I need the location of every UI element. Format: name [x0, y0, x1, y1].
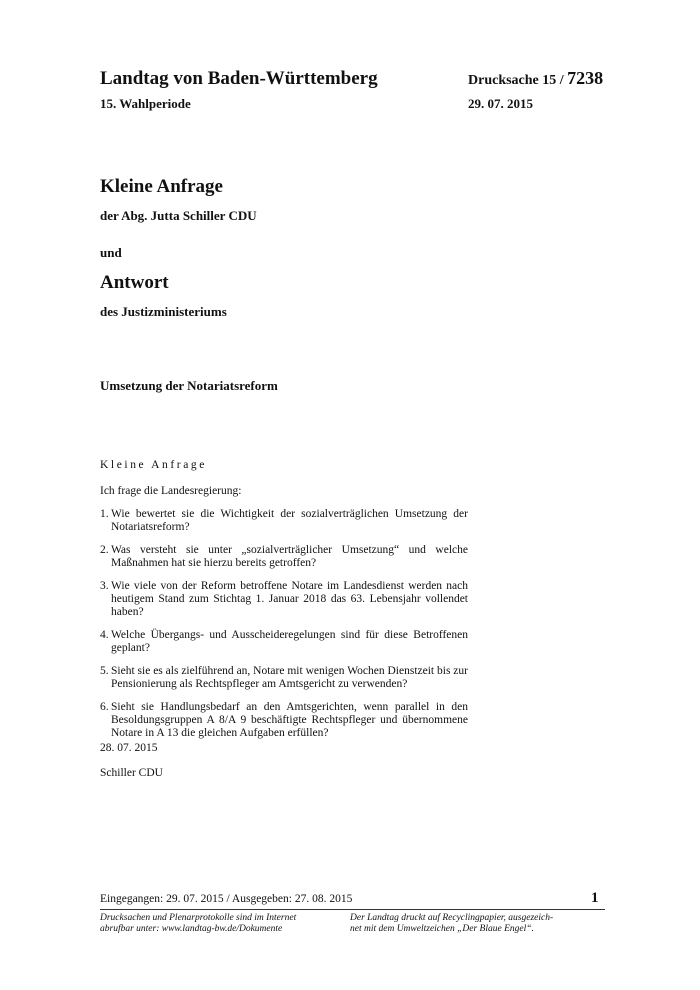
title-kleine-anfrage: Kleine Anfrage — [100, 176, 223, 197]
question-item — [100, 544, 468, 570]
drucksache-label — [468, 68, 603, 89]
footer-note-right-line-2: net mit dem Umweltzeichen „Der Blaue Engel“. — [350, 924, 534, 934]
document-date: 29. 07. 2015 — [468, 96, 533, 111]
page-number: 1 — [591, 890, 599, 906]
question-number: 1. — [100, 508, 109, 520]
parliament-name: Landtag von Baden-Württemberg — [100, 68, 378, 89]
question-number: 2. — [100, 544, 109, 556]
footer-note-right-line-1: Der Landtag druckt auf Recyclingpapier, ausgezeich- — [350, 913, 554, 923]
question-item — [100, 508, 468, 534]
question-item — [100, 701, 468, 740]
received-issued-dates: Eingegangen: 29. 07. 2015 / Ausgegeben: 27. 08. 2015 — [100, 893, 353, 905]
section-heading: Kleine Anfrage — [100, 459, 207, 471]
question-item — [100, 580, 468, 619]
question-text: Wie viele von der Reform betroffene Notare im Landesdienst werden nach heutigem Stand zum Stichtag 1. Januar 2018 das 63. Lebensjahr vollendet haben? — [111, 580, 468, 618]
signature-date: 28. 07. 2015 — [100, 742, 158, 754]
question-number: 5. — [100, 665, 109, 677]
footer-note-left — [100, 913, 340, 935]
footer-note-left-line-1: Drucksachen und Plenarprotokolle sind im Internet — [100, 913, 297, 923]
question-text: Was versteht sie unter „sozialverträglicher Umsetzung“ und welche Maßnahmen hat sie hierzu bereits getroffen? — [111, 544, 468, 569]
footer-divider — [100, 909, 605, 910]
title-und: und — [100, 245, 122, 260]
footer-note-right — [350, 913, 610, 935]
question-text: Wie bewertet sie die Wichtigkeit der sozialverträglichen Umsetzung der Notariatsreform? — [111, 508, 468, 533]
drucksache-number: 7238 — [567, 68, 604, 88]
question-text: Sieht sie es als zielführend an, Notare mit wenigen Wochen Dienstzeit bis zur Pensionierung als Rechtspfleger am Amtsgericht zu verwenden? — [111, 665, 468, 690]
question-number: 4. — [100, 629, 109, 641]
intro-text: Ich frage die Landesregierung: — [100, 485, 242, 497]
footer-note-left-line-2: abrufbar unter: www.landtag-bw.de/Dokumente — [100, 924, 283, 934]
title-ministry: des Justizministeriums — [100, 304, 227, 319]
question-number: 3. — [100, 580, 109, 592]
question-text: Sieht sie Handlungsbedarf an den Amtsgerichten, wenn parallel in den Besoldungsgruppen A 8/A 9 beschäftigte Rechtspfleger und übernommene Notare in A 13 die gleichen Aufgaben erfüllen? — [111, 701, 468, 739]
question-list — [100, 508, 468, 750]
document-subject: Umsetzung der Notariatsreform — [100, 378, 278, 393]
question-item — [100, 629, 468, 655]
legislative-period: 15. Wahlperiode — [100, 96, 191, 111]
question-item — [100, 665, 468, 691]
title-antwort: Antwort — [100, 272, 169, 293]
signature-name: Schiller CDU — [100, 767, 163, 779]
drucksache-prefix: Drucksache 15 / — [468, 73, 568, 88]
title-author: der Abg. Jutta Schiller CDU — [100, 208, 257, 223]
question-number: 6. — [100, 701, 109, 713]
question-text: Welche Übergangs- und Ausscheideregelungen sind für diese Betroffenen geplant? — [111, 629, 468, 654]
